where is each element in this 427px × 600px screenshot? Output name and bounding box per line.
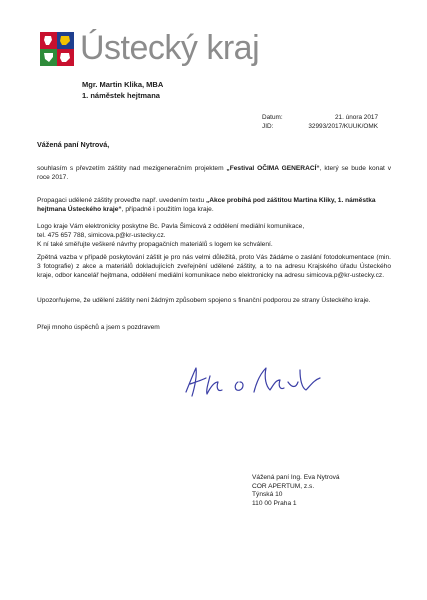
paragraph-feedback: Zpětná vazba v případě poskytování záštit je pro nás velmi důležitá, proto Vás žádáme o zaslání fotodokumentace (min. 3 fotografie) z akce a materiálů dokladujících zveřejnění udělené záštity, a to na adresu Krajského úřadu Ústeckého kraje, odbor kancelář hejtmana, oddělení mediální komunikace nebo elektronicky na adresu simicova.p@kr-ustecky.cz. bbox=[37, 254, 391, 279]
document-meta bbox=[262, 114, 378, 131]
date-label: Datum: bbox=[262, 114, 283, 121]
p3-line: tel. 475 657 788, simicova.p@kr-ustecky.cz. bbox=[37, 231, 166, 239]
paragraph-logo bbox=[37, 223, 391, 249]
handwritten-signature bbox=[180, 362, 340, 402]
recipient-org: COR APERTUM, z.s. bbox=[252, 482, 315, 490]
paragraph-consent bbox=[37, 165, 391, 183]
recipient-street: Týnská 10 bbox=[252, 491, 283, 499]
sender-role: 1. náměstek hejtmana bbox=[82, 91, 160, 100]
region-logo bbox=[40, 28, 260, 70]
jid-label: JID: bbox=[262, 122, 274, 130]
p2-text: Propagaci udělené záštity proveďte např. uvedením textu bbox=[37, 197, 206, 204]
closing: Přeji mnoho úspěchů a jsem s pozdravem bbox=[37, 324, 160, 331]
jid-row bbox=[262, 123, 378, 132]
paragraph-notice: Upozorňujeme, že udělení záštity není žádným způsobem spojeno s finanční podporou ze strany Ústeckého kraje. bbox=[37, 297, 371, 304]
date-value: 21. února 2017 bbox=[335, 114, 378, 121]
greeting: Vážená paní Nytrová, bbox=[37, 140, 110, 149]
date-row bbox=[262, 114, 378, 123]
recipient-address bbox=[252, 474, 340, 508]
coat-of-arms-icon bbox=[40, 32, 74, 66]
patronage-text: „Akce probíhá pod záštitou Martina Kliky, 1. náměstka hejtmana Ústeckého kraje“ bbox=[37, 197, 376, 213]
p1-tail: , který se bude konat v roce 2017. bbox=[37, 165, 391, 181]
p3-line: Logo kraje Vám elektronicky poskytne Bc. Pavla Šimicová z oddělení mediální komunikace, bbox=[37, 223, 305, 230]
p2-tail: , případně i použitím loga kraje. bbox=[121, 205, 214, 213]
sender-name: Mgr. Martin Klika, MBA bbox=[82, 80, 164, 89]
sender-block bbox=[82, 79, 163, 101]
recipient-city: 110 00 Praha 1 bbox=[252, 499, 297, 507]
p1-text: souhlasím s převzetím záštity nad mezigeneračním projektem bbox=[37, 165, 227, 172]
paragraph-promotion bbox=[37, 197, 391, 215]
p3-line: K ní také směřujte veškeré návrhy propagačních materiálů s logem ke schválení. bbox=[37, 240, 273, 248]
brand-name: Ústecký kraj bbox=[80, 29, 260, 67]
project-name: „Festival OČIMA GENERACÍ“ bbox=[226, 165, 320, 172]
recipient-name: Vážená paní Ing. Eva Nytrová bbox=[252, 474, 340, 481]
jid-value: 32993/2017/KUUK/OMK bbox=[308, 122, 378, 130]
